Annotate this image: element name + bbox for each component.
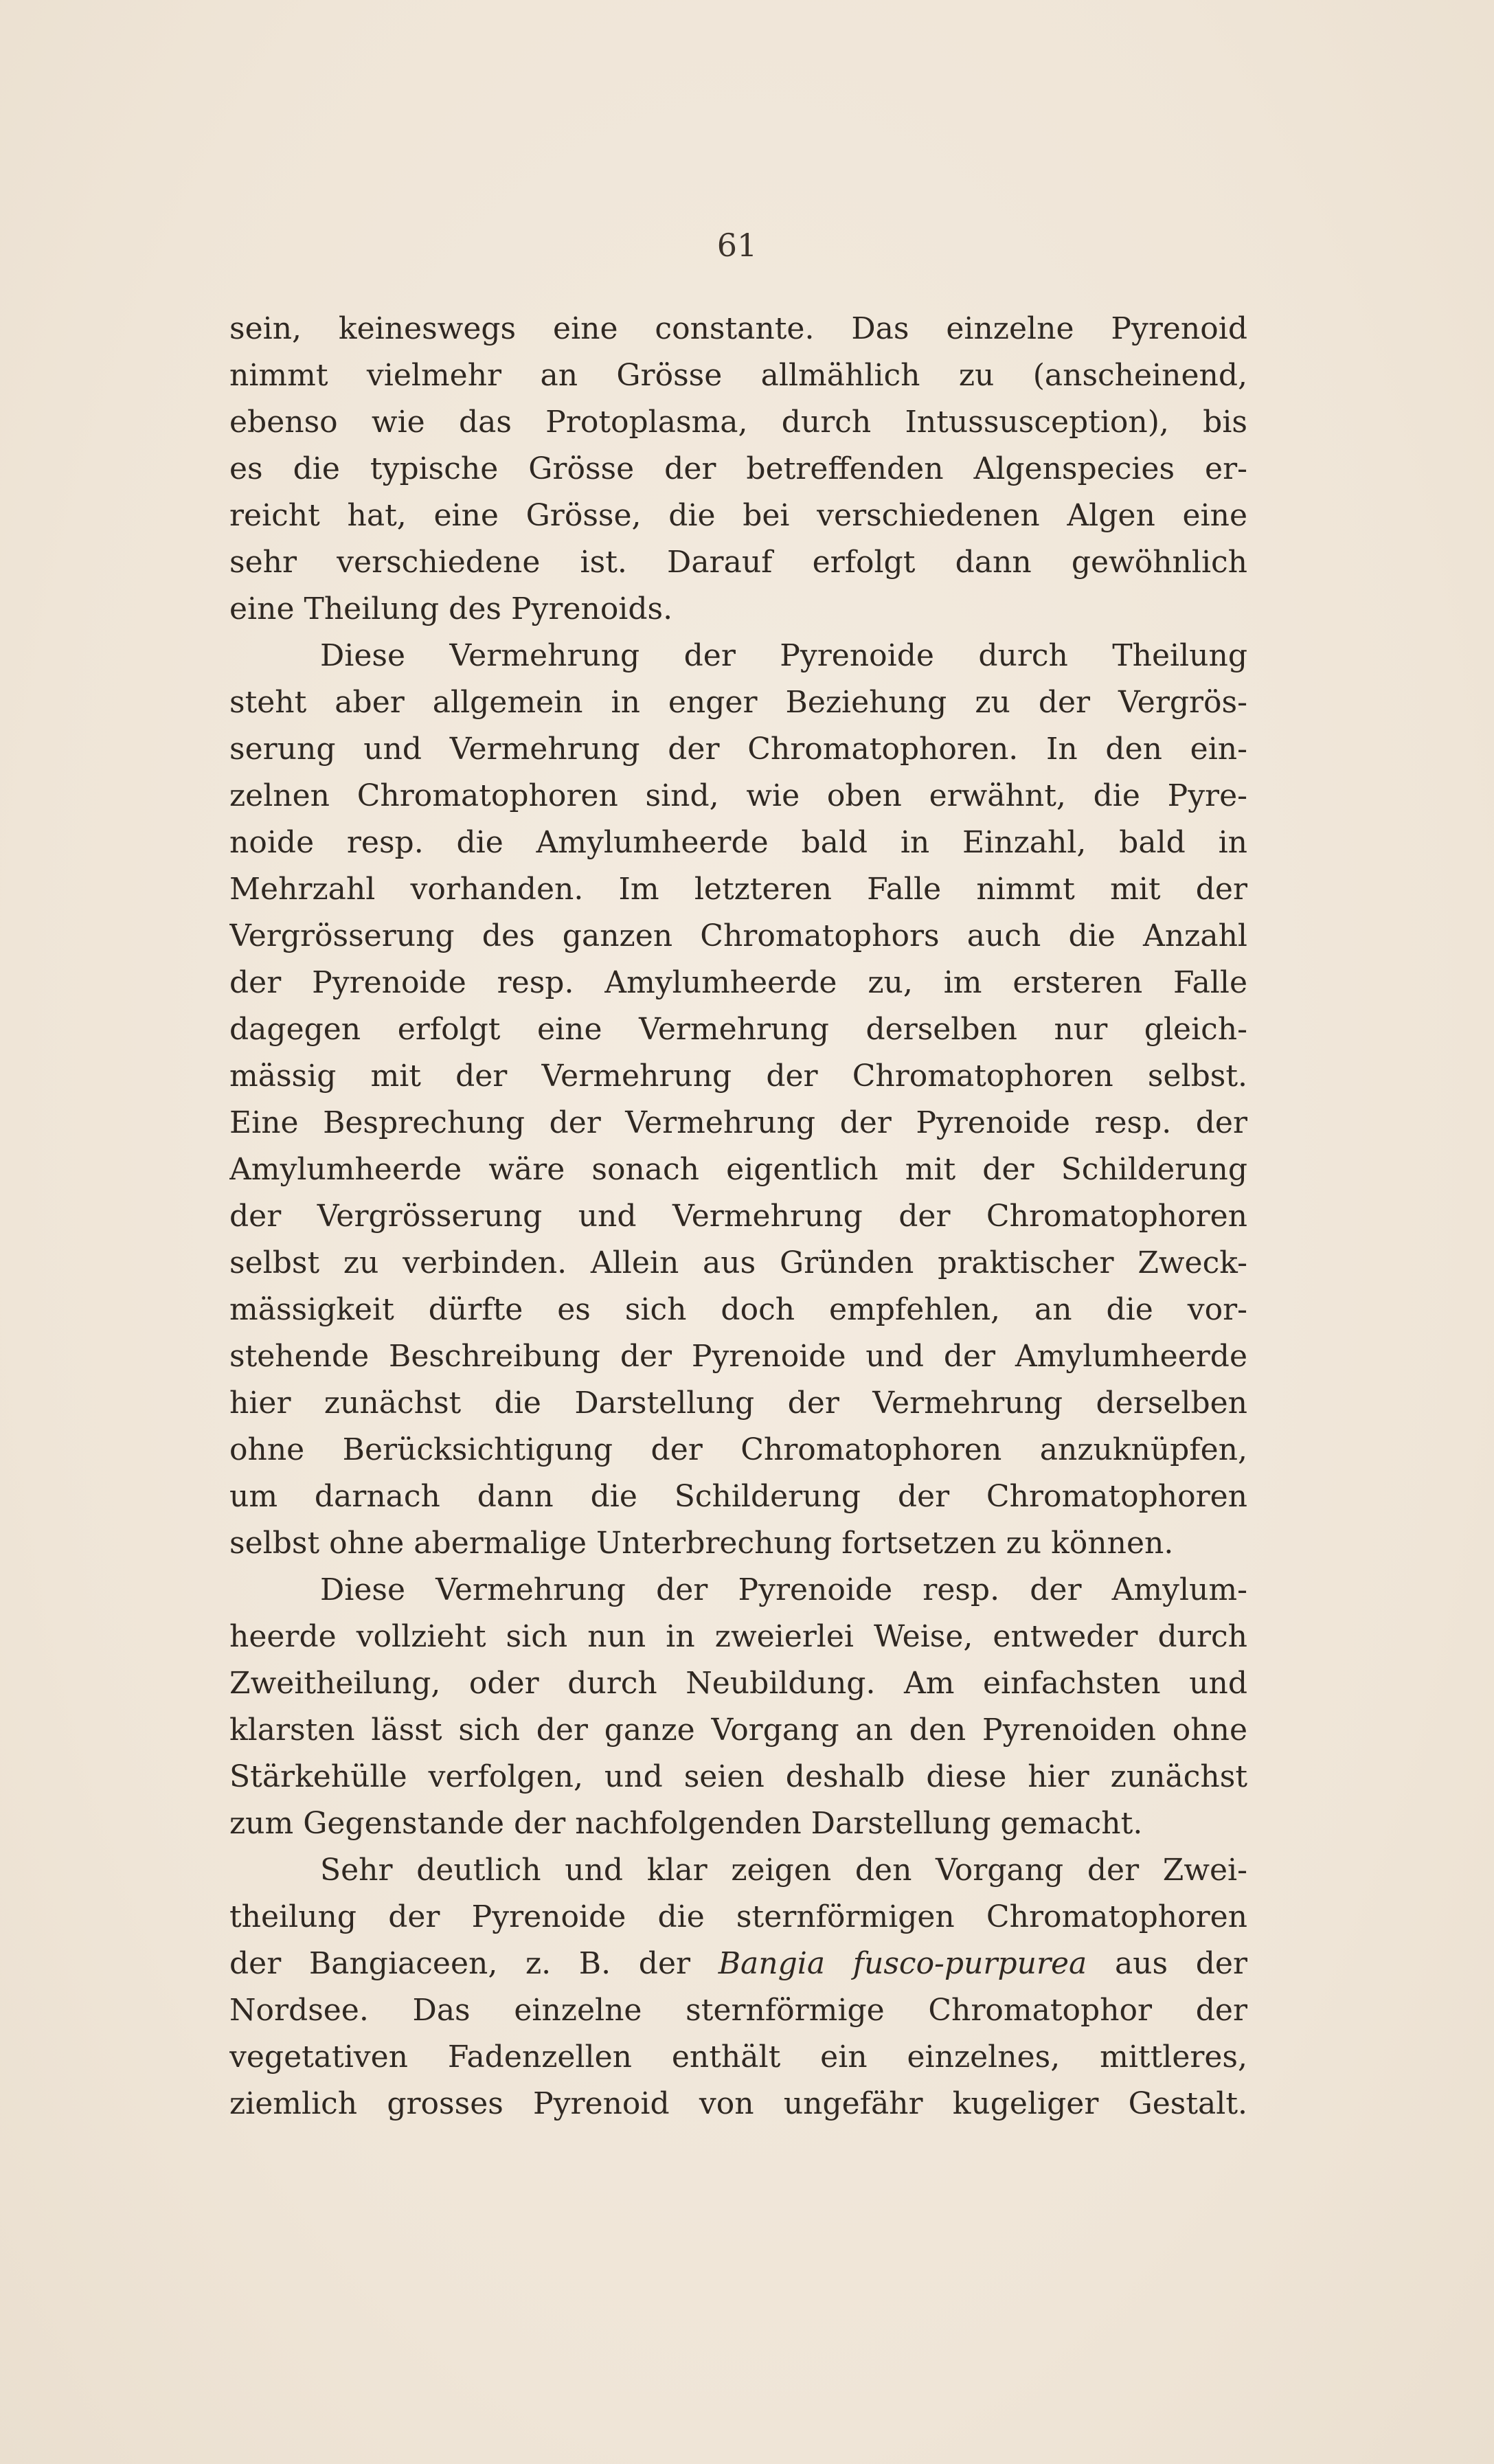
text-line: mässigkeit dürfte es sich doch empfehlen, an die vor- [229,1292,1247,1327]
text-line: nimmt vielmehr an Grösse allmählich zu (anscheinend, [229,358,1247,393]
text-line: noide resp. die Amylumheerde bald in Einzahl, bald in [229,825,1247,860]
text-line: steht aber allgemein in enger Beziehung zu der Vergrös- [229,685,1247,720]
text-line: klarsten lässt sich der ganze Vorgang an den Pyrenoiden ohne [229,1713,1247,1748]
text-segment: der Bangiaceen, z. B. der [229,1946,718,1981]
text-line: dagegen erfolgt eine Vermehrung derselben nur gleich- [229,1012,1247,1047]
text-line: selbst zu verbinden. Allein aus Gründen praktischer Zweck- [229,1245,1247,1280]
text-line: zelnen Chromatophoren sind, wie oben erwähnt, die Pyre- [229,778,1247,813]
text-line: der Vergrösserung und Vermehrung der Chromatophoren [229,1199,1247,1234]
text-line: mässig mit der Vermehrung der Chromatophoren selbst. [229,1059,1247,1094]
text-line: Mehrzahl vorhanden. Im letzteren Falle nimmt mit der [229,872,1247,907]
text-line: sein, keineswegs eine constante. Das einzelne Pyrenoid [229,311,1247,346]
text-line: ebenso wie das Protoplasma, durch Intussusception), bis [229,405,1247,440]
text-line: um darnach dann die Schilderung der Chromatophoren [229,1479,1247,1514]
text-line: Sehr deutlich und klar zeigen den Vorgang der Zwei- [320,1853,1247,1888]
text-line: theilung der Pyrenoide die sternförmigen Chromatophoren [229,1899,1247,1934]
text-line: der Pyrenoide resp. Amylumheerde zu, im ersteren Falle [229,965,1247,1000]
body-text [229,306,1247,2127]
text-line: selbst ohne abermalige Unterbrechung fortsetzen zu können. [229,1526,1174,1561]
text-line: Zweitheilung, oder durch Neubildung. Am einfachsten und [229,1666,1247,1701]
text-line: hier zunächst die Darstellung der Vermehrung derselben [229,1386,1247,1421]
text-segment: aus der [1087,1946,1247,1981]
text-line: Vergrösserung des ganzen Chromatophors auch die Anzahl [229,918,1247,953]
text-line [229,1941,1247,1987]
text-line: zum Gegenstande der nachfolgenden Darstellung gemacht. [229,1806,1143,1841]
text-line: Diese Vermehrung der Pyrenoide resp. der Amylum- [320,1572,1247,1607]
text-line: Stärkehülle verfolgen, und seien deshalb diese hier zunächst [229,1759,1247,1794]
text-line: ziemlich grosses Pyrenoid von ungefähr kugeliger Gestalt. [229,2086,1247,2121]
text-line: Nordsee. Das einzelne sternförmige Chromatophor der [229,1993,1247,2028]
text-line: stehende Beschreibung der Pyrenoide und der Amylumheerde [229,1339,1247,1374]
text-line: serung und Vermehrung der Chromatophoren. In den ein- [229,732,1247,767]
text-line: sehr verschiedene ist. Darauf erfolgt dann gewöhnlich [229,545,1247,580]
page-number: 61 [716,227,758,264]
species-name: Bangia fusco-purpurea [718,1946,1087,1981]
text-line: reicht hat, eine Grösse, die bei verschiedenen Algen eine [229,498,1247,533]
text-line: ohne Berücksichtigung der Chromatophoren anzuknüpfen, [229,1432,1247,1467]
text-line: es die typische Grösse der betreffenden Algenspecies er- [229,451,1247,486]
text-line: Amylumheerde wäre sonach eigentlich mit der Schilderung [229,1152,1247,1187]
text-line: vegetativen Fadenzellen enthält ein einzelnes, mittleres, [229,2039,1247,2075]
text-line: eine Theilung des Pyrenoids. [229,591,673,626]
text-line: heerde vollzieht sich nun in zweierlei Weise, entweder durch [229,1619,1247,1654]
text-line: Diese Vermehrung der Pyrenoide durch Theilung [320,638,1247,673]
text-line: Eine Besprechung der Vermehrung der Pyrenoide resp. der [229,1105,1247,1140]
